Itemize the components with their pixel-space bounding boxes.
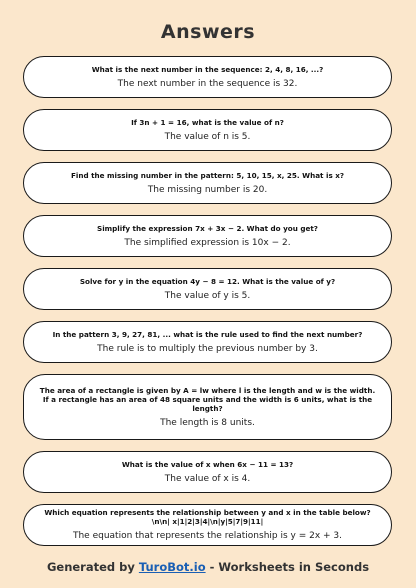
question-text: Find the missing number in the pattern: 5, 10, 15, x, 25. What is x?	[70, 170, 345, 180]
answer-text: The value of y is 5.	[164, 290, 251, 301]
answer-text: The value of x is 4.	[164, 473, 251, 484]
footer-suffix: - Worksheets in Seconds	[205, 560, 370, 574]
answer-card	[23, 109, 392, 151]
answer-card	[23, 268, 392, 310]
answer-list	[23, 56, 392, 557]
page-title: Answers	[160, 21, 256, 43]
question-text: Solve for y in the equation 4y − 8 = 12. What is the value of y?	[79, 276, 336, 286]
question-text: In the pattern 3, 9, 27, 81, ... what is the rule used to find the next number?	[52, 329, 363, 339]
turobot-link[interactable]: TuroBot.io	[138, 560, 206, 574]
question-text: What is the value of x when 6x − 11 = 13?	[121, 459, 294, 469]
question-text: Simplify the expression 7x + 3x − 2. What do you get?	[97, 223, 318, 233]
answer-text: The equation that represents the relationship is y = 2x + 3.	[72, 531, 343, 541]
answer-card	[23, 162, 392, 204]
answer-text: The rule is to multiply the previous number by 3.	[97, 343, 318, 354]
answer-text: The length is 8 units.	[160, 417, 255, 428]
question-text: Which equation represents the relationship between y and x in the table below?\n\n| x|1|2|3|4|\n|y|5|7|9|11|	[44, 508, 371, 526]
answer-card	[23, 451, 392, 493]
answer-card	[23, 215, 392, 257]
answer-card	[23, 321, 392, 363]
question-text: If 3n + 1 = 16, what is the value of n?	[131, 117, 284, 127]
answer-text: The simplified expression is 10x − 2.	[124, 237, 291, 248]
answer-card	[23, 374, 392, 440]
question-text: What is the next number in the sequence: 2, 4, 8, 16, ...?	[91, 64, 324, 74]
answer-text: The value of n is 5.	[164, 131, 251, 142]
answer-card	[23, 504, 392, 546]
answer-text: The next number in the sequence is 32.	[117, 78, 298, 89]
question-text: The area of a rectangle is given by A = lw where l is the length and w is the width. If a rectangle has an area of 48 square units and the width is 6 units, what is the length?	[39, 385, 376, 413]
footer-prefix: Generated by	[46, 560, 139, 574]
footer	[0, 560, 416, 574]
answer-text: The missing number is 20.	[147, 184, 268, 195]
answer-card	[23, 56, 392, 98]
